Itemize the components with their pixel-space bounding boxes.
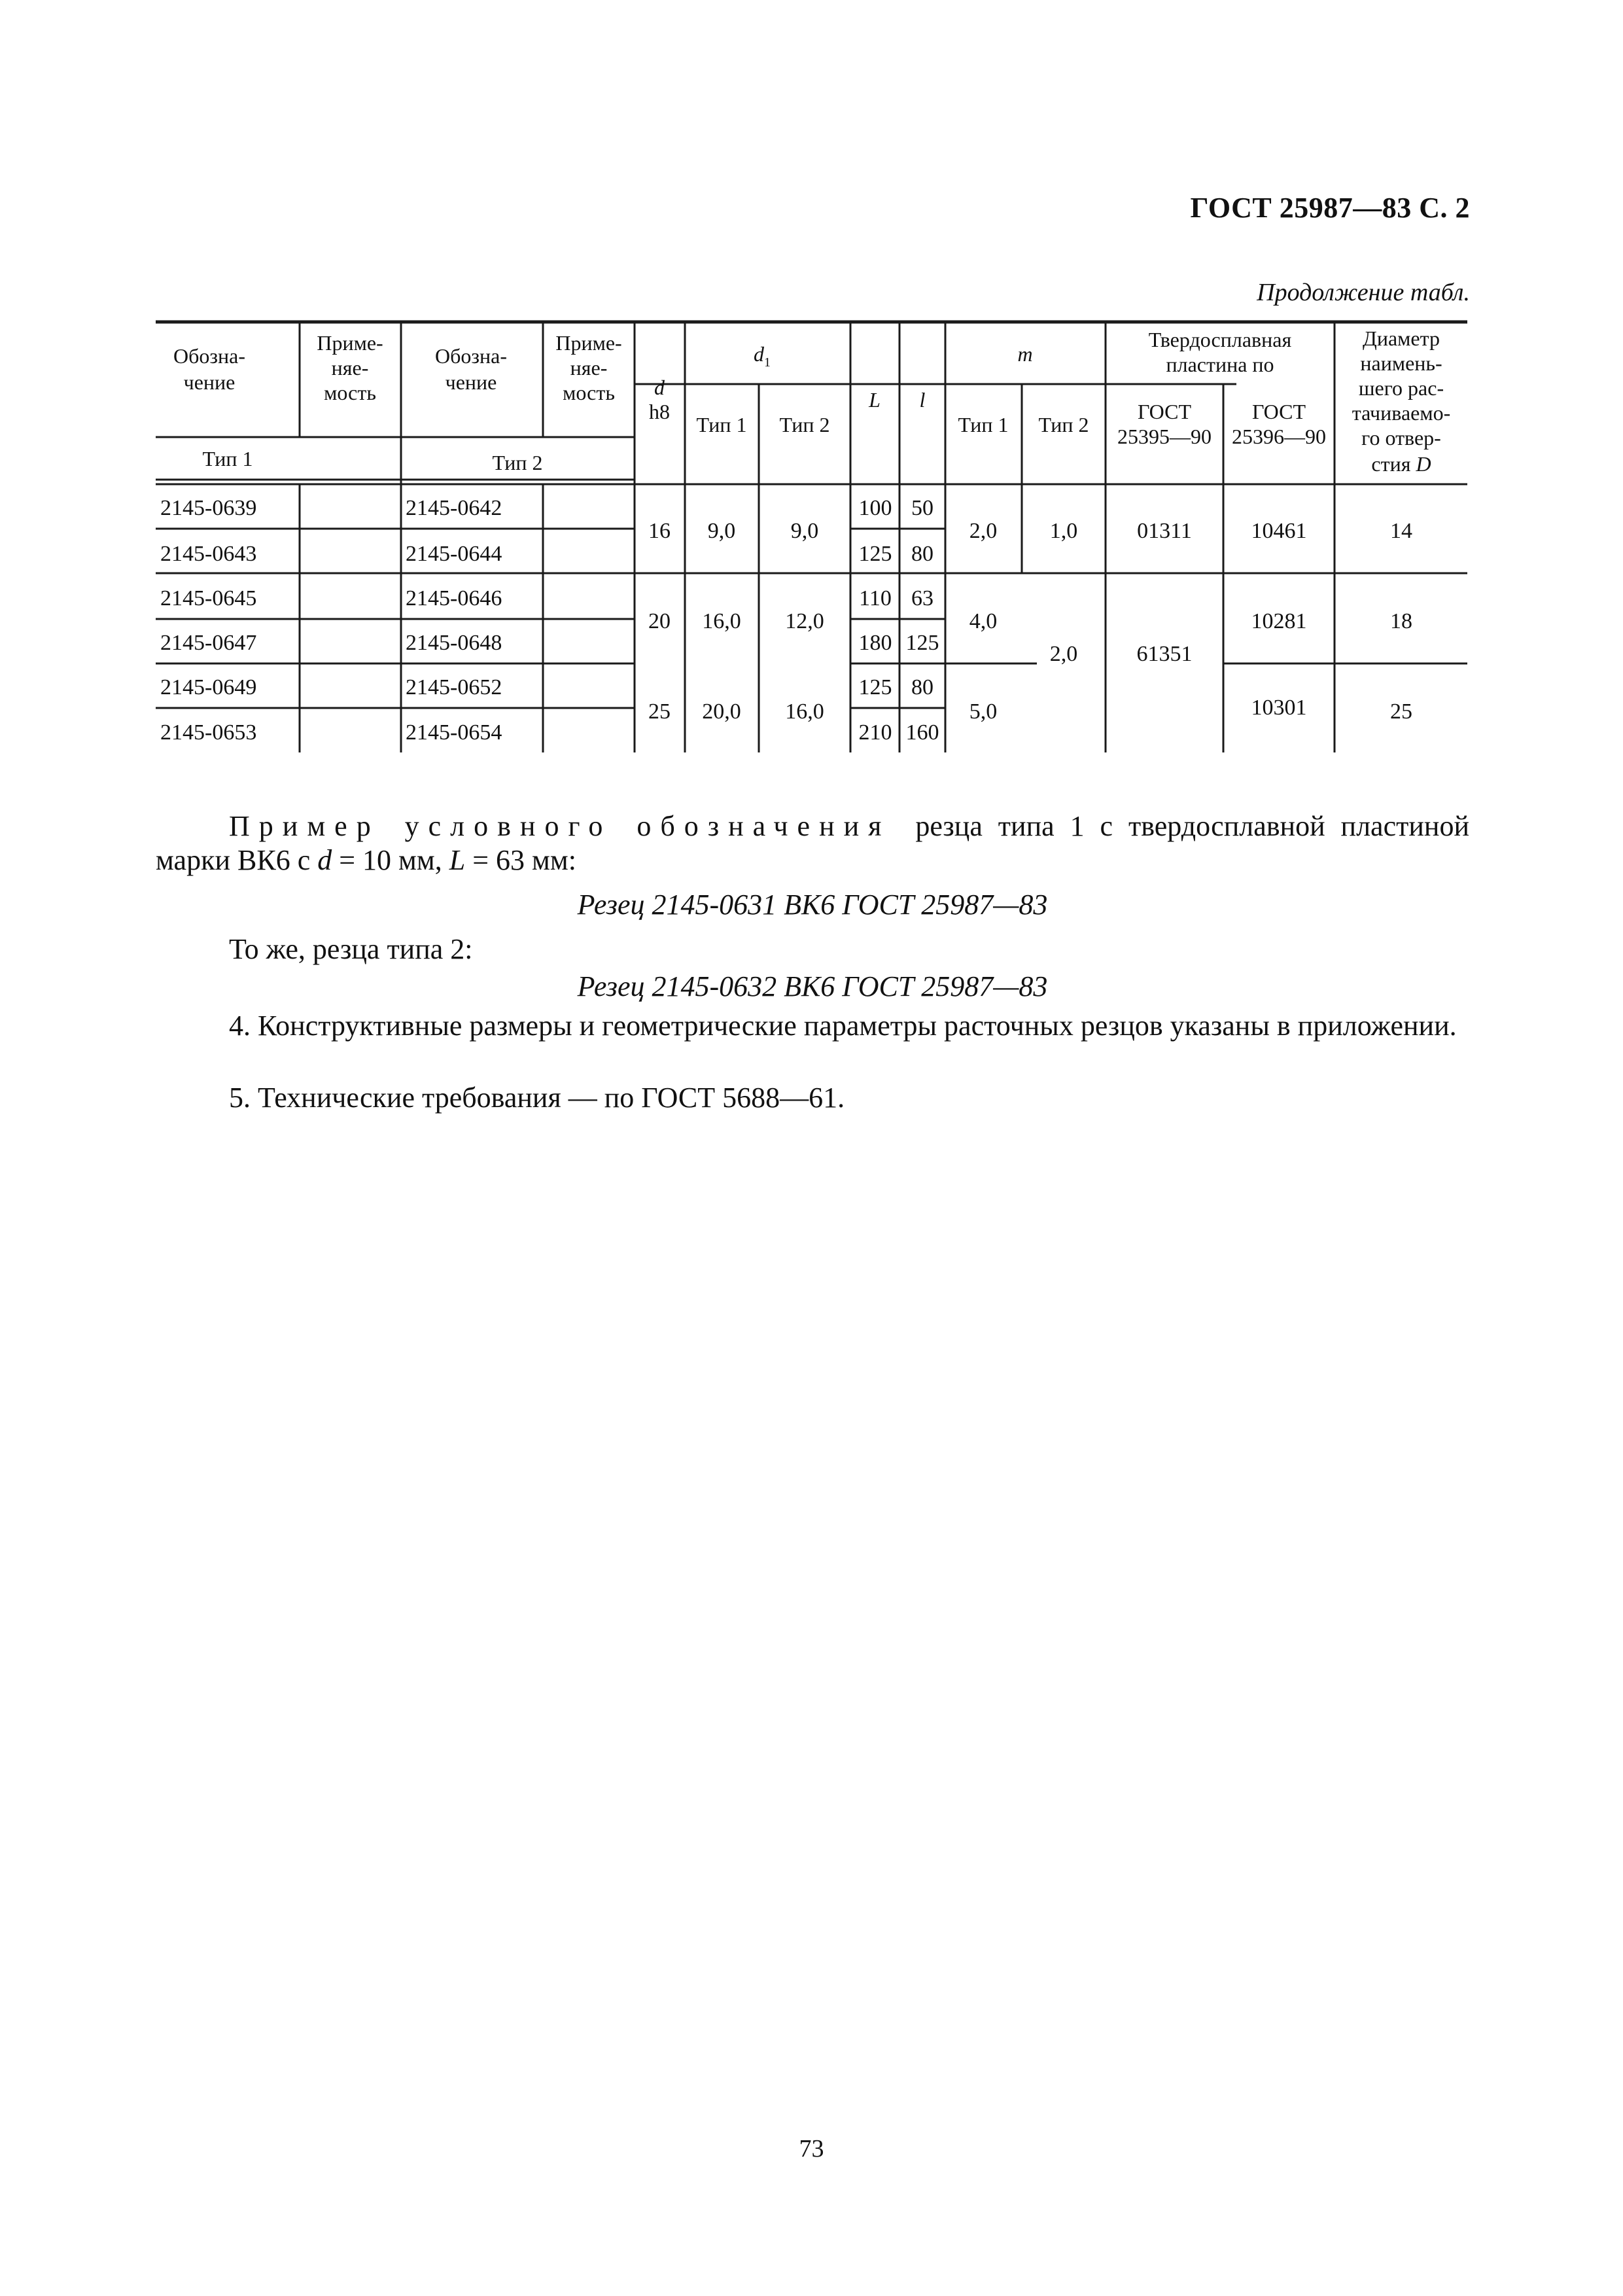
row-6-l: 160 — [905, 720, 939, 745]
header-gost2-line1: ГОСТ — [1251, 400, 1306, 423]
header-applicability-2-line3: мость — [563, 381, 615, 404]
header-d1-type1: Тип 1 — [696, 413, 747, 436]
groups-2-3-gost1: 61351 — [1136, 642, 1193, 666]
group-1-m-type1: 2,0 — [969, 519, 998, 543]
group-3-d1-type1: 20,0 — [702, 699, 741, 724]
header-type-2: Тип 2 — [492, 451, 543, 474]
header-d: d — [654, 376, 665, 399]
header-diameter-line3: шего рас- — [1358, 376, 1444, 400]
group-1-m-type2: 1,0 — [1049, 519, 1078, 543]
example-text-1: резца типа 1 с твердосплавной пластиной марки ВК6 с — [156, 810, 1469, 876]
row-6-designation-1: 2145-0653 — [160, 720, 257, 745]
header-applicability-2-line1: Приме- — [555, 331, 622, 355]
header-diameter-line5: го отвер- — [1361, 426, 1441, 450]
group-1-gost2: 10461 — [1251, 519, 1307, 543]
header-designation-2-line2: чение — [445, 370, 497, 394]
header-L: L — [869, 388, 881, 412]
header-gost2-line2: 25396—90 — [1232, 425, 1326, 448]
row-2-L: 125 — [858, 542, 892, 566]
header-d1-type2: Тип 2 — [779, 413, 830, 436]
header-diameter-line1: Диаметр — [1363, 327, 1440, 350]
header-d1: $d_1$ — [754, 342, 771, 370]
header-diameter-line4: тачиваемо- — [1352, 401, 1451, 425]
row-4-designation-1: 2145-0647 — [160, 631, 257, 655]
header-gost1-line1: ГОСТ — [1137, 400, 1192, 423]
header-applicability-1-line2: няе- — [331, 356, 369, 380]
group-1-diameter: 14 — [1390, 519, 1412, 543]
table-continuation-label: Продолжение табл. — [1257, 279, 1470, 306]
header-m-type1: Тип 1 — [958, 413, 1009, 436]
row-4-l: 125 — [905, 631, 939, 655]
group-1-gost1: 01311 — [1137, 519, 1192, 543]
example-text-2: = 10 мм, — [332, 844, 449, 876]
group-1-d1-type2: 9,0 — [790, 519, 819, 543]
header-h8: h8 — [649, 400, 670, 423]
item-5: 5. Технические требования — по ГОСТ 5688—61. — [229, 1082, 845, 1114]
header-applicability-2-line2: няе- — [570, 356, 608, 380]
example-text-3: = 63 мм: — [465, 844, 576, 876]
groups-2-3-m-type2: 2,0 — [1049, 642, 1078, 666]
row-1-designation-1: 2145-0639 — [160, 496, 257, 520]
row-1-designation-2: 2145-0642 — [406, 496, 502, 520]
row-4-designation-2: 2145-0648 — [406, 631, 502, 655]
row-4-L: 180 — [858, 631, 892, 655]
example-var-d: d — [317, 844, 332, 876]
row-6-L: 210 — [858, 720, 892, 745]
group-1-d: 16 — [648, 519, 671, 543]
row-2-designation-2: 2145-0644 — [406, 542, 502, 566]
group-2-d1-type2: 12,0 — [785, 609, 824, 633]
row-3-designation-1: 2145-0645 — [160, 586, 257, 610]
header-type-1: Тип 1 — [202, 447, 253, 470]
group-1-d1-type1: 9,0 — [707, 519, 736, 543]
header-plate-line1: Твердосплавная — [1148, 328, 1292, 351]
group-2-d1-type1: 16,0 — [702, 609, 741, 633]
specifications-table — [0, 0, 1623, 785]
page-number: 73 — [799, 2135, 824, 2163]
header-plate-line2: пластина по — [1166, 353, 1274, 376]
header-m-type2: Тип 2 — [1038, 413, 1089, 436]
header-applicability-1-line3: мость — [324, 381, 376, 404]
header-l: l — [919, 388, 926, 412]
header-diameter-line6: стия D — [1371, 452, 1431, 476]
example-designation-2: Резец 2145-0632 ВК6 ГОСТ 25987—83 — [577, 970, 1048, 1002]
header-diameter-line2: наимень- — [1360, 351, 1442, 375]
header-designation-2-line1: Обозна- — [434, 344, 508, 368]
group-2-diameter: 18 — [1390, 609, 1412, 633]
header-gost1-line2: 25395—90 — [1117, 425, 1212, 448]
example-spaced-label: Пример условного обозначения — [229, 810, 891, 842]
item-4: 4. Конструктивные размеры и геометрические параметры расточных резцов указаны в приложении. — [229, 1010, 1457, 1042]
header-m: m — [1017, 342, 1033, 366]
row-3-designation-2: 2145-0646 — [406, 586, 502, 610]
group-3-diameter: 25 — [1390, 699, 1412, 724]
row-1-L: 100 — [858, 496, 892, 520]
row-2-l: 80 — [911, 542, 934, 566]
group-3-gost2: 10301 — [1251, 696, 1307, 720]
example-var-L: L — [449, 844, 466, 876]
row-2-designation-1: 2145-0643 — [160, 542, 257, 566]
same-type-2-line: То же, резца типа 2: — [229, 933, 473, 965]
row-5-designation-2: 2145-0652 — [406, 675, 502, 699]
header-designation-1-line1: Обозна- — [173, 344, 246, 368]
group-2-d: 20 — [648, 609, 671, 633]
header-designation-1-line2: чение — [183, 370, 236, 394]
group-3-m-type1: 5,0 — [969, 699, 998, 724]
group-2-m-type1: 4,0 — [969, 609, 998, 633]
group-3-d: 25 — [648, 699, 671, 724]
document-header: ГОСТ 25987—83 С. 2 — [1190, 192, 1470, 224]
row-5-l: 80 — [911, 675, 934, 699]
row-5-L: 125 — [858, 675, 892, 699]
example-designation-1: Резец 2145-0631 ВК6 ГОСТ 25987—83 — [577, 889, 1048, 921]
row-6-designation-2: 2145-0654 — [406, 720, 502, 745]
row-1-l: 50 — [911, 496, 934, 520]
group-3-d1-type2: 16,0 — [785, 699, 824, 724]
group-2-gost2: 10281 — [1251, 609, 1307, 633]
row-3-l: 63 — [911, 586, 934, 610]
header-applicability-1-line1: Приме- — [317, 331, 383, 355]
example-paragraph — [156, 809, 1469, 877]
row-3-L: 110 — [859, 586, 892, 610]
row-5-designation-1: 2145-0649 — [160, 675, 257, 699]
